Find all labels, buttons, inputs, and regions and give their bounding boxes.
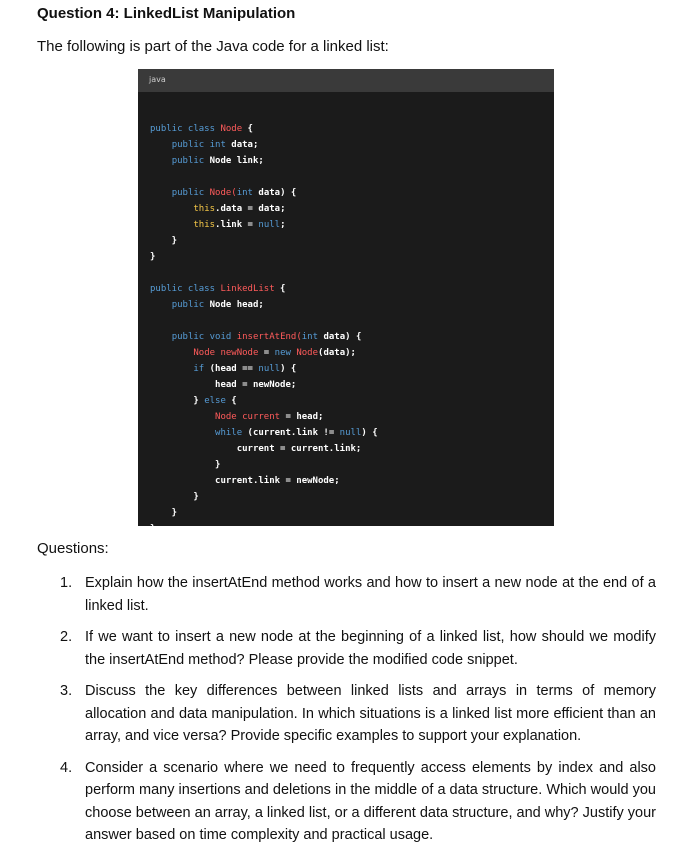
code-token: } [150, 396, 205, 406]
question-item [60, 680, 656, 748]
code-line [150, 249, 378, 265]
code-token: } [150, 492, 199, 502]
code-token: this [193, 220, 216, 230]
code-token: Node( [209, 188, 237, 198]
question-item [60, 626, 656, 671]
question-heading: Question 4: LinkedList Manipulation [37, 5, 296, 22]
code-token: data) { [258, 188, 297, 198]
code-token: current = current.link; [150, 444, 362, 454]
code-token [150, 348, 193, 358]
code-line [150, 153, 378, 169]
code-token: public class [150, 124, 221, 134]
code-token [150, 188, 172, 198]
code-token: { [242, 124, 253, 134]
code-token: LinkedList [220, 284, 275, 294]
code-token: int [301, 332, 324, 342]
code-token: current.link = newNode; [150, 476, 340, 486]
code-line [150, 505, 378, 521]
code-token: null [258, 364, 281, 374]
code-token: public [171, 188, 210, 198]
code-token: (data); [318, 348, 356, 358]
code-header [138, 69, 554, 92]
code-token: } [150, 236, 178, 246]
code-line [150, 409, 378, 425]
code-line [150, 489, 378, 505]
question-text: Consider a scenario where we need to frequently access elements by index and also perform many insertions and deletions in the middle of a data structure. Which would you choose between an array, a linked list, or a different data structure, and why? Justify your answer based on time complexity and practical usage. [85, 759, 656, 843]
code-token: Node newNode [193, 348, 259, 358]
code-token: new [274, 348, 297, 358]
code-line [150, 313, 378, 329]
code-token: } [150, 460, 221, 470]
code-line [150, 169, 378, 185]
code-line [150, 297, 378, 313]
code-line [150, 281, 378, 297]
code-token: head = newNode; [150, 380, 297, 390]
code-body [150, 105, 378, 537]
code-token: Node [296, 348, 319, 358]
code-line [150, 201, 378, 217]
code-line [150, 521, 378, 537]
code-token: } [150, 252, 156, 262]
code-token: Node current [215, 412, 281, 422]
code-token [150, 220, 193, 230]
code-token [150, 428, 215, 438]
questions-list [60, 572, 656, 856]
code-token [150, 364, 193, 374]
code-token [150, 332, 172, 342]
code-token: null [258, 220, 281, 230]
code-token: else [204, 396, 232, 406]
code-token: .link = [215, 220, 259, 230]
question-number: 2. [60, 629, 73, 645]
code-line [150, 377, 378, 393]
code-token [150, 204, 193, 214]
question-number: 3. [60, 683, 73, 699]
question-number: 1. [60, 575, 73, 591]
code-token: int [236, 188, 259, 198]
code-token: } [150, 508, 178, 518]
code-line [150, 361, 378, 377]
code-language-label: java [149, 75, 166, 84]
code-token [150, 300, 172, 310]
code-line [150, 441, 378, 457]
code-token: this [193, 204, 216, 214]
code-line [150, 393, 378, 409]
code-token: ) { [361, 428, 378, 438]
code-token: data) { [323, 332, 362, 342]
question-item [60, 757, 656, 847]
code-token: public int [171, 140, 232, 150]
code-token: insertAtEnd( [236, 332, 302, 342]
code-token: Node [220, 124, 243, 134]
question-text: Explain how the insertAtEnd method works and how to insert a new node at the end of a linked list. [85, 575, 656, 614]
code-token: public [171, 156, 210, 166]
code-line [150, 425, 378, 441]
code-token: data; [231, 140, 259, 150]
code-token: ) { [280, 364, 297, 374]
code-line [150, 345, 378, 361]
code-token: { [274, 284, 286, 294]
code-token: Node link; [209, 156, 264, 166]
code-token: if [193, 364, 210, 374]
code-line [150, 265, 378, 281]
code-line [150, 217, 378, 233]
question-text: Discuss the key differences between linked lists and arrays in terms of memory allocation and data manipulation. In which situations is a linked list more efficient than an array, and vice versa? Provide specific examples to support your explanation. [85, 683, 656, 744]
code-token: (current.link != [247, 428, 340, 438]
code-token: Node head; [209, 300, 264, 310]
question-text: If we want to insert a new node at the beginning of a linked list, how should we modify the insertAtEnd method? Please provide the modified code snippet. [85, 629, 656, 668]
code-line [150, 457, 378, 473]
code-token: = [258, 348, 275, 358]
code-token [150, 156, 172, 166]
code-token: null [339, 428, 362, 438]
question-number: 4. [60, 759, 73, 776]
code-line [150, 121, 378, 137]
code-line [150, 473, 378, 489]
code-token: { [231, 396, 237, 406]
question-item [60, 572, 656, 617]
code-line [150, 137, 378, 153]
code-block [138, 69, 554, 534]
code-token: = head; [280, 412, 324, 422]
code-token: public [171, 300, 210, 310]
code-token [150, 140, 172, 150]
intro-text: The following is part of the Java code for a linked list: [37, 38, 389, 55]
code-token: public class [150, 284, 221, 294]
code-line [150, 105, 378, 121]
code-token: public void [171, 332, 237, 342]
code-token: (head == [209, 364, 259, 374]
code-line [150, 329, 378, 345]
questions-label: Questions: [37, 540, 109, 557]
code-token: .data = data; [215, 204, 286, 214]
code-token: ; [280, 220, 286, 230]
code-token: while [215, 428, 248, 438]
code-token: } [150, 524, 156, 534]
code-line [150, 185, 378, 201]
code-token [150, 412, 215, 422]
code-line [150, 233, 378, 249]
